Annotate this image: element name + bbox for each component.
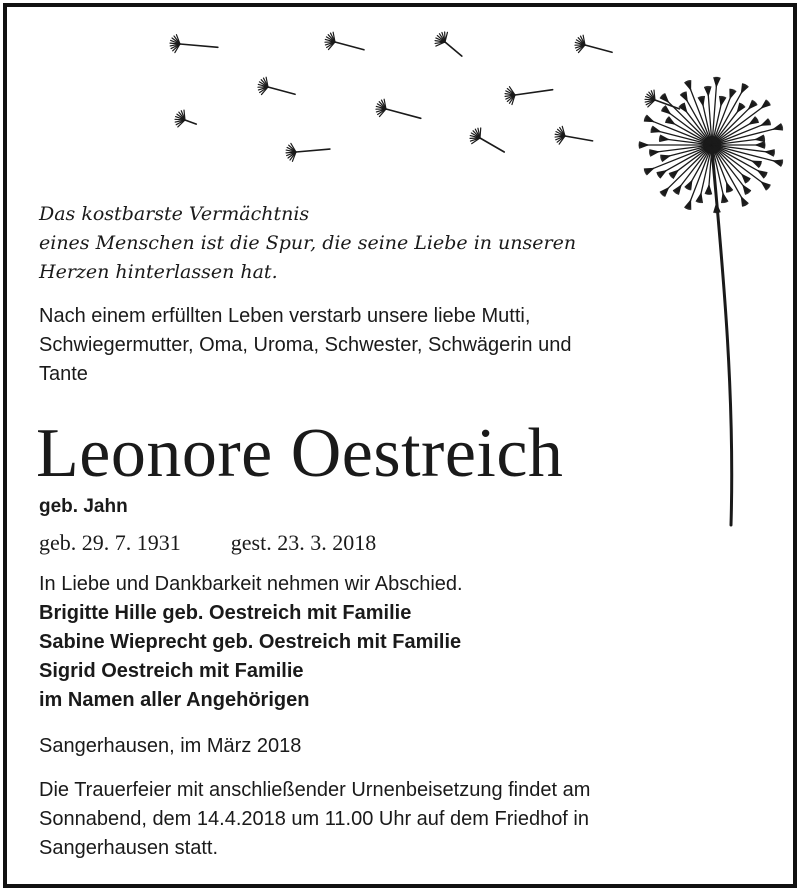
- intro-line: Nach einem erfüllten Leben verstarb unsere liebe Mutti,: [39, 305, 531, 327]
- seed-icon: [376, 99, 421, 118]
- intro-line: Schwiegermutter, Oma, Uroma, Schwester, Schwägerin und: [39, 334, 572, 356]
- intro-line: Tante: [39, 363, 88, 385]
- life-dates: [39, 528, 376, 557]
- seed-icon: [258, 77, 295, 94]
- ceremony-line: Die Trauerfeier mit anschließender Urnenbeisetzung findet am: [39, 779, 591, 801]
- quote-line: Herzen hinterlassen hat.: [39, 261, 278, 283]
- birth-date: geb. 29. 7. 1931: [39, 530, 181, 555]
- mourners-list: [39, 599, 461, 715]
- mourner-line: Brigitte Hille geb. Oestreich mit Familie: [39, 602, 412, 624]
- quote-line: Das kostbarste Vermächtnis: [39, 203, 310, 225]
- ceremony-block: [39, 776, 590, 863]
- mourner-line: Sigrid Oestreich mit Familie: [39, 660, 304, 682]
- intro-block: [39, 302, 571, 389]
- maiden-name: geb. Jahn: [39, 496, 128, 517]
- death-date: gest. 23. 3. 2018: [230, 530, 377, 555]
- seed-icon: [286, 143, 330, 161]
- seed-icon: [175, 110, 196, 127]
- quote-block: [39, 200, 576, 287]
- seed-icon: [575, 35, 612, 52]
- ceremony-line: Sangerhausen statt.: [39, 837, 219, 859]
- seed-icon: [325, 32, 364, 50]
- farewell-text: In Liebe und Dankbarkeit nehmen wir Abschied.: [39, 573, 463, 595]
- quote-line: eines Menschen ist die Spur, die seine Liebe in unseren: [39, 232, 577, 254]
- seed-icon: [555, 126, 593, 144]
- place-date: Sangerhausen, im März 2018: [39, 735, 302, 757]
- seed-icon: [505, 87, 553, 105]
- seed-icon: [470, 128, 504, 152]
- ceremony-line: Sonnabend, dem 14.4.2018 um 11.00 Uhr auf dem Friedhof in: [39, 808, 589, 830]
- seed-icon: [170, 35, 218, 53]
- mourner-line: im Namen aller Angehörigen: [39, 689, 310, 711]
- deceased-name: Leonore Oestreich: [36, 415, 564, 492]
- mourner-line: Sabine Wieprecht geb. Oestreich mit Familie: [39, 631, 462, 653]
- seed-icon: [435, 32, 462, 56]
